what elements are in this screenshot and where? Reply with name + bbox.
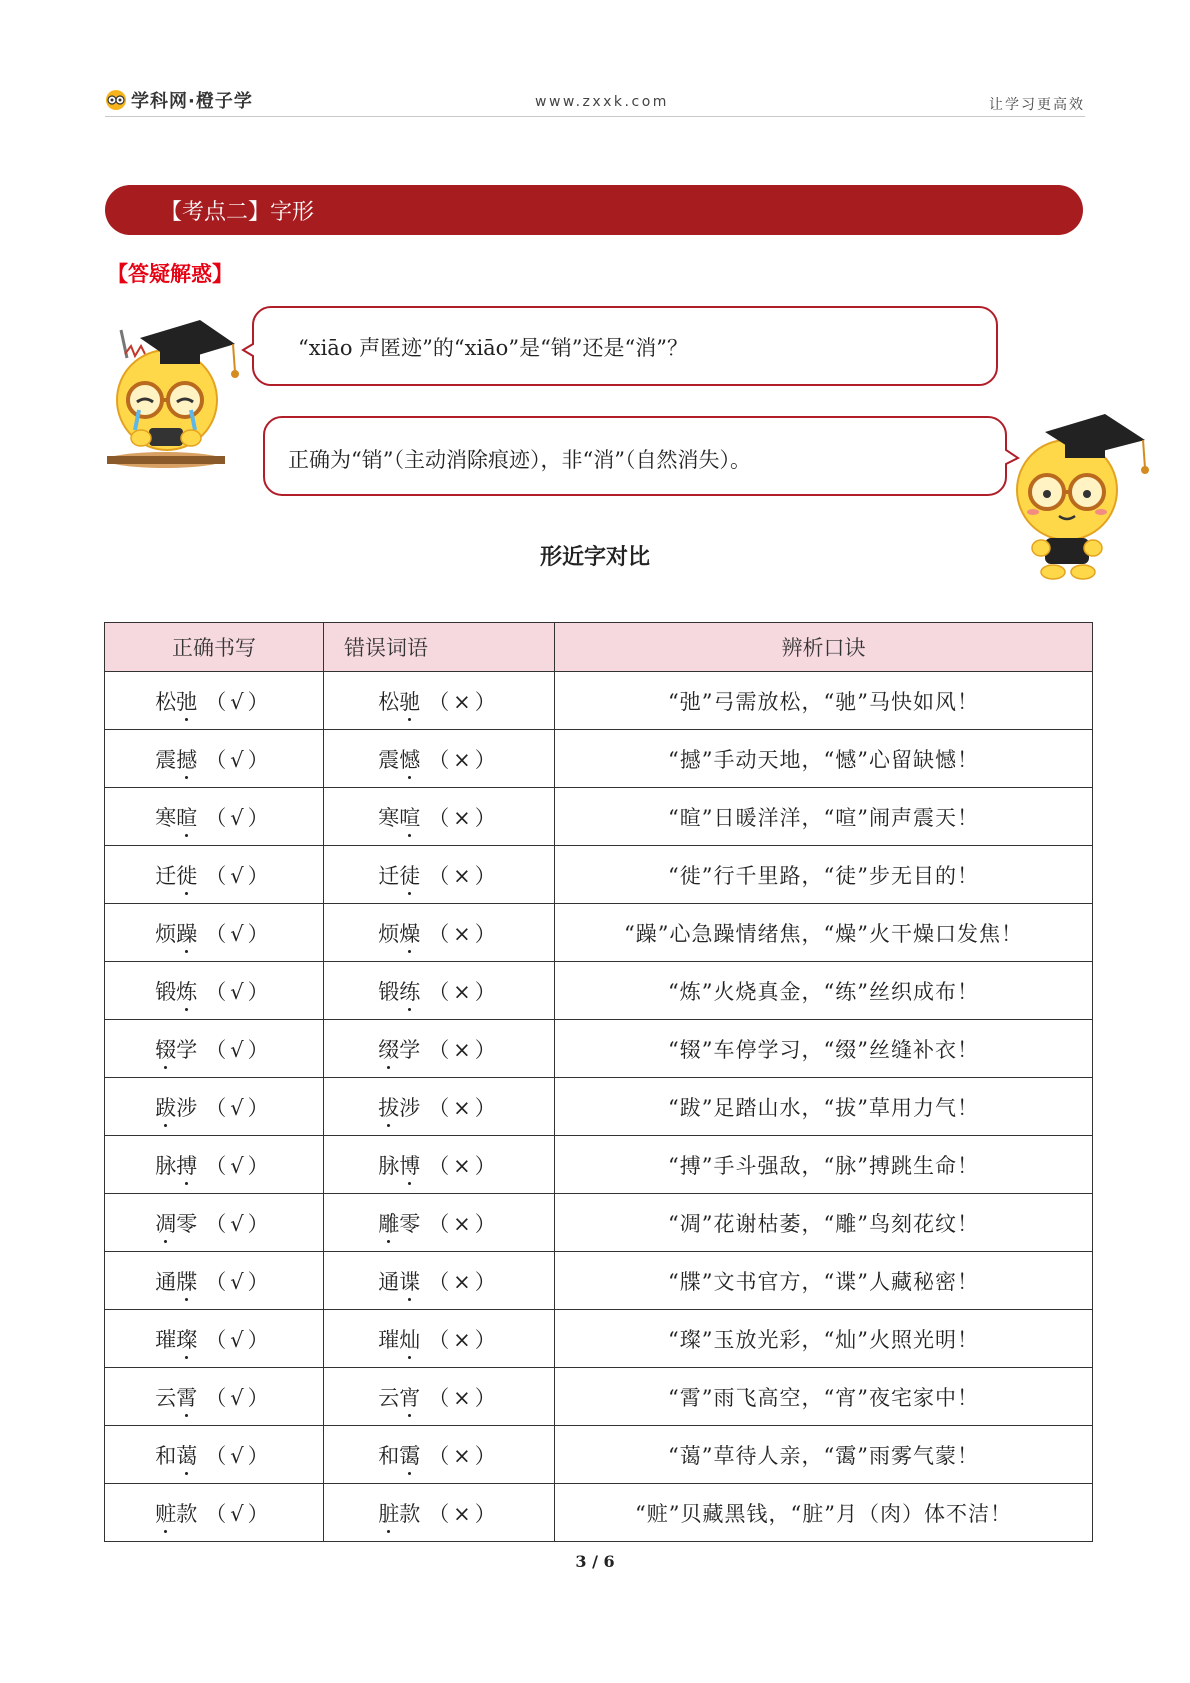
correct-emphasized-char: 跋 <box>155 1092 176 1122</box>
correct-cell <box>105 1426 324 1484</box>
mnemonic-cell: “凋”花谢枯萎，“雕”鸟刻花纹！ <box>555 1194 1093 1252</box>
wrong-word <box>378 860 420 890</box>
table-title: 形近字对比 <box>539 545 650 570</box>
wrong-word <box>378 1266 420 1296</box>
correct-word <box>155 860 197 890</box>
wrong-word-prefix: 松 <box>378 689 400 714</box>
wrong-emphasized-char: 脏 <box>378 1498 399 1528</box>
table-row <box>105 1252 1093 1310</box>
cross-mark: （×） <box>428 1211 500 1236</box>
check-mark: （√） <box>205 921 273 946</box>
wrong-cell <box>324 1310 555 1368</box>
wrong-word <box>378 1150 420 1180</box>
correct-emphasized-char: 弛 <box>176 686 197 716</box>
cross-mark: （×） <box>428 805 500 830</box>
wrong-emphasized-char: 拔 <box>378 1092 399 1122</box>
table-header-row <box>105 623 1093 672</box>
wrong-word-prefix: 和 <box>378 1443 400 1468</box>
table-row <box>105 788 1093 846</box>
wrong-emphasized-char: 缀 <box>378 1034 399 1064</box>
mnemonic-cell: “赃”贝藏黑钱，“脏”月（肉）体不洁！ <box>555 1484 1093 1542</box>
wrong-word-suffix: 款 <box>399 1501 421 1526</box>
check-mark: （√） <box>205 863 273 888</box>
wrong-word <box>378 1208 420 1238</box>
wrong-emphasized-char: 博 <box>399 1150 420 1180</box>
table-row <box>105 846 1093 904</box>
check-mark: （√） <box>205 1037 273 1062</box>
mnemonic-cell: “霄”雨飞高空，“宵”夜宅家中！ <box>555 1368 1093 1426</box>
correct-cell <box>105 1252 324 1310</box>
correct-word-prefix: 迁 <box>155 863 177 888</box>
wrong-word <box>378 744 420 774</box>
correct-word-prefix: 云 <box>155 1385 177 1410</box>
section-title: 【考点二】字形 <box>160 200 315 225</box>
wrong-word-prefix: 寒 <box>378 805 400 830</box>
correct-word-prefix: 通 <box>155 1269 177 1294</box>
table-row <box>105 1020 1093 1078</box>
mnemonic-cell: “暄”日暖洋洋，“喧”闹声震天！ <box>555 788 1093 846</box>
wrong-emphasized-char: 燥 <box>399 918 420 948</box>
cross-mark: （×） <box>428 1501 500 1526</box>
wrong-word-suffix: 学 <box>399 1037 421 1062</box>
correct-cell <box>105 1020 324 1078</box>
wrong-word <box>378 686 420 716</box>
check-mark: （√） <box>205 1385 273 1410</box>
correct-cell <box>105 1368 324 1426</box>
correct-word <box>155 1150 197 1180</box>
correct-word-prefix: 璀 <box>155 1327 177 1352</box>
wrong-cell <box>324 788 555 846</box>
correct-cell <box>105 846 324 904</box>
correct-emphasized-char: 璨 <box>176 1324 197 1354</box>
correct-emphasized-char: 撼 <box>176 744 197 774</box>
check-mark: （√） <box>205 805 273 830</box>
logo-owl-icon <box>105 89 127 111</box>
cross-mark: （×） <box>428 1385 500 1410</box>
correct-word-prefix: 脉 <box>155 1153 177 1178</box>
correct-cell <box>105 1484 324 1542</box>
wrong-cell <box>324 1484 555 1542</box>
correct-word-suffix: 学 <box>176 1037 198 1062</box>
table-row <box>105 1426 1093 1484</box>
table-row <box>105 672 1093 730</box>
table-row <box>105 1078 1093 1136</box>
cross-mark: （×） <box>428 979 500 1004</box>
wrong-word <box>378 1092 420 1122</box>
correct-word <box>155 744 197 774</box>
correct-word-prefix: 和 <box>155 1443 177 1468</box>
wrong-word <box>378 1498 420 1528</box>
wrong-word-prefix: 震 <box>378 747 400 772</box>
correct-emphasized-char: 辍 <box>155 1034 176 1064</box>
wrong-emphasized-char: 谍 <box>399 1266 420 1296</box>
check-mark: （√） <box>205 1269 273 1294</box>
mnemonic-cell: “璨”玉放光彩，“灿”火照光明！ <box>555 1310 1093 1368</box>
cross-mark: （×） <box>428 863 500 888</box>
qa-heading: 【答疑解惑】 <box>107 262 233 286</box>
table-row <box>105 1484 1093 1542</box>
question-text: “xiāo 声匿迹”的“xiāo”是“销”还是“消”？ <box>298 336 689 360</box>
cross-mark: （×） <box>428 921 500 946</box>
wrong-emphasized-char: 灿 <box>399 1324 420 1354</box>
wrong-cell <box>324 1136 555 1194</box>
wrong-cell <box>324 962 555 1020</box>
wrong-word <box>378 1324 420 1354</box>
check-mark: （√） <box>205 1211 273 1236</box>
check-mark: （√） <box>205 747 273 772</box>
answer-text: 正确为“销”（主动消除痕迹），非“消”（自然消失）。 <box>288 448 751 472</box>
table-row <box>105 904 1093 962</box>
mnemonic-cell: “辍”车停学习，“缀”丝缝补衣！ <box>555 1020 1093 1078</box>
wrong-word-prefix: 烦 <box>378 921 400 946</box>
correct-emphasized-char: 炼 <box>176 976 197 1006</box>
brand[interactable] <box>105 88 253 112</box>
correct-word <box>155 976 197 1006</box>
wrong-cell <box>324 1252 555 1310</box>
mnemonic-cell: “跋”足踏山水，“拔”草用力气！ <box>555 1078 1093 1136</box>
wrong-word-suffix: 零 <box>399 1211 421 1236</box>
mnemonic-cell: “蔼”草待人亲，“霭”雨雾气蒙！ <box>555 1426 1093 1484</box>
wrong-word <box>378 1034 420 1064</box>
correct-cell <box>105 1310 324 1368</box>
header-correct: 正确书写 <box>105 623 324 672</box>
wrong-word <box>378 802 420 832</box>
correct-word <box>155 686 197 716</box>
correct-word <box>155 1092 197 1122</box>
mnemonic-cell: “徙”行千里路，“徒”步无目的！ <box>555 846 1093 904</box>
check-mark: （√） <box>205 1327 273 1352</box>
cross-mark: （×） <box>428 1153 500 1178</box>
wrong-cell <box>324 1078 555 1136</box>
correct-cell <box>105 788 324 846</box>
check-mark: （√） <box>205 1443 273 1468</box>
correct-cell <box>105 672 324 730</box>
correct-cell <box>105 962 324 1020</box>
correct-word <box>155 1440 197 1470</box>
header-tip: 辨析口诀 <box>555 623 1093 672</box>
correct-emphasized-char: 徙 <box>176 860 197 890</box>
page-number: 3 / 6 <box>575 1552 615 1571</box>
correct-cell <box>105 1194 324 1252</box>
answer-bubble <box>262 414 1022 500</box>
table-row <box>105 1310 1093 1368</box>
wrong-cell <box>324 1020 555 1078</box>
wrong-emphasized-char: 雕 <box>378 1208 399 1238</box>
correct-word-prefix: 震 <box>155 747 177 772</box>
wrong-word <box>378 1440 420 1470</box>
wrong-word <box>378 976 420 1006</box>
mnemonic-cell: “撼”手动天地，“憾”心留缺憾！ <box>555 730 1093 788</box>
correct-word <box>155 918 197 948</box>
correct-emphasized-char: 赃 <box>155 1498 176 1528</box>
wrong-word-prefix: 锻 <box>378 979 400 1004</box>
wrong-emphasized-char: 驰 <box>399 686 420 716</box>
wrong-emphasized-char: 霭 <box>399 1440 420 1470</box>
wrong-emphasized-char: 憾 <box>399 744 420 774</box>
question-bubble <box>241 304 1001 390</box>
brand-name: 学科网·橙子学 <box>131 91 253 112</box>
mnemonic-cell: “搏”手斗强敌，“脉”搏跳生命！ <box>555 1136 1093 1194</box>
cross-mark: （×） <box>428 1095 500 1120</box>
correct-word <box>155 1208 197 1238</box>
correct-word-suffix: 零 <box>176 1211 198 1236</box>
correct-word <box>155 1498 197 1528</box>
wrong-cell <box>324 1194 555 1252</box>
correct-word <box>155 1382 197 1412</box>
check-mark: （√） <box>205 979 273 1004</box>
wrong-emphasized-char: 徒 <box>399 860 420 890</box>
site-url[interactable]: www.zxxk.com <box>535 94 669 110</box>
mnemonic-cell: “牒”文书官方，“谍”人藏秘密！ <box>555 1252 1093 1310</box>
correct-word-prefix: 烦 <box>155 921 177 946</box>
cross-mark: （×） <box>428 689 500 714</box>
check-mark: （√） <box>205 1153 273 1178</box>
correct-word <box>155 1034 197 1064</box>
wrong-cell <box>324 904 555 962</box>
table-body <box>105 672 1093 1542</box>
wrong-word-prefix: 云 <box>378 1385 400 1410</box>
correct-emphasized-char: 暄 <box>176 802 197 832</box>
correct-word <box>155 1324 197 1354</box>
correct-emphasized-char: 霄 <box>176 1382 197 1412</box>
wrong-word <box>378 1382 420 1412</box>
correct-cell <box>105 1078 324 1136</box>
wrong-word-prefix: 通 <box>378 1269 400 1294</box>
mnemonic-cell: “炼”火烧真金，“练”丝织成布！ <box>555 962 1093 1020</box>
correct-cell <box>105 1136 324 1194</box>
wrong-word-prefix: 璀 <box>378 1327 400 1352</box>
wrong-cell <box>324 1368 555 1426</box>
mnemonic-cell: “弛”弓需放松，“驰”马快如风！ <box>555 672 1093 730</box>
cross-mark: （×） <box>428 1327 500 1352</box>
mascot-crying-icon <box>105 310 245 470</box>
cross-mark: （×） <box>428 1269 500 1294</box>
page-header <box>105 84 1085 117</box>
wrong-emphasized-char: 宵 <box>399 1382 420 1412</box>
comparison-table <box>104 622 1093 1542</box>
section-banner <box>105 185 1083 235</box>
correct-word-suffix: 款 <box>176 1501 198 1526</box>
correct-emphasized-char: 搏 <box>176 1150 197 1180</box>
table-row <box>105 730 1093 788</box>
wrong-word-prefix: 迁 <box>378 863 400 888</box>
wrong-emphasized-char: 喧 <box>399 802 420 832</box>
correct-word-prefix: 松 <box>155 689 177 714</box>
correct-word-prefix: 锻 <box>155 979 177 1004</box>
header-wrong: 错误词语 <box>324 623 555 672</box>
wrong-word-prefix: 脉 <box>378 1153 400 1178</box>
wrong-emphasized-char: 练 <box>399 976 420 1006</box>
cross-mark: （×） <box>428 1443 500 1468</box>
wrong-word-suffix: 涉 <box>399 1095 421 1120</box>
correct-emphasized-char: 凋 <box>155 1208 176 1238</box>
correct-word <box>155 1266 197 1296</box>
correct-emphasized-char: 牒 <box>176 1266 197 1296</box>
correct-emphasized-char: 蔼 <box>176 1440 197 1470</box>
correct-word-suffix: 涉 <box>176 1095 198 1120</box>
wrong-cell <box>324 1426 555 1484</box>
correct-emphasized-char: 躁 <box>176 918 197 948</box>
mnemonic-cell: “躁”心急躁情绪焦，“燥”火干燥口发焦！ <box>555 904 1093 962</box>
correct-word <box>155 802 197 832</box>
cross-mark: （×） <box>428 1037 500 1062</box>
table-row <box>105 1136 1093 1194</box>
wrong-cell <box>324 846 555 904</box>
wrong-cell <box>324 672 555 730</box>
wrong-word <box>378 918 420 948</box>
check-mark: （√） <box>205 689 273 714</box>
check-mark: （√） <box>205 1501 273 1526</box>
correct-cell <box>105 730 324 788</box>
table-row <box>105 1194 1093 1252</box>
correct-cell <box>105 904 324 962</box>
header-slogan: 让学习更高效 <box>989 97 1085 113</box>
correct-word-prefix: 寒 <box>155 805 177 830</box>
cross-mark: （×） <box>428 747 500 772</box>
table-row <box>105 1368 1093 1426</box>
wrong-cell <box>324 730 555 788</box>
check-mark: （√） <box>205 1095 273 1120</box>
table-row <box>105 962 1093 1020</box>
